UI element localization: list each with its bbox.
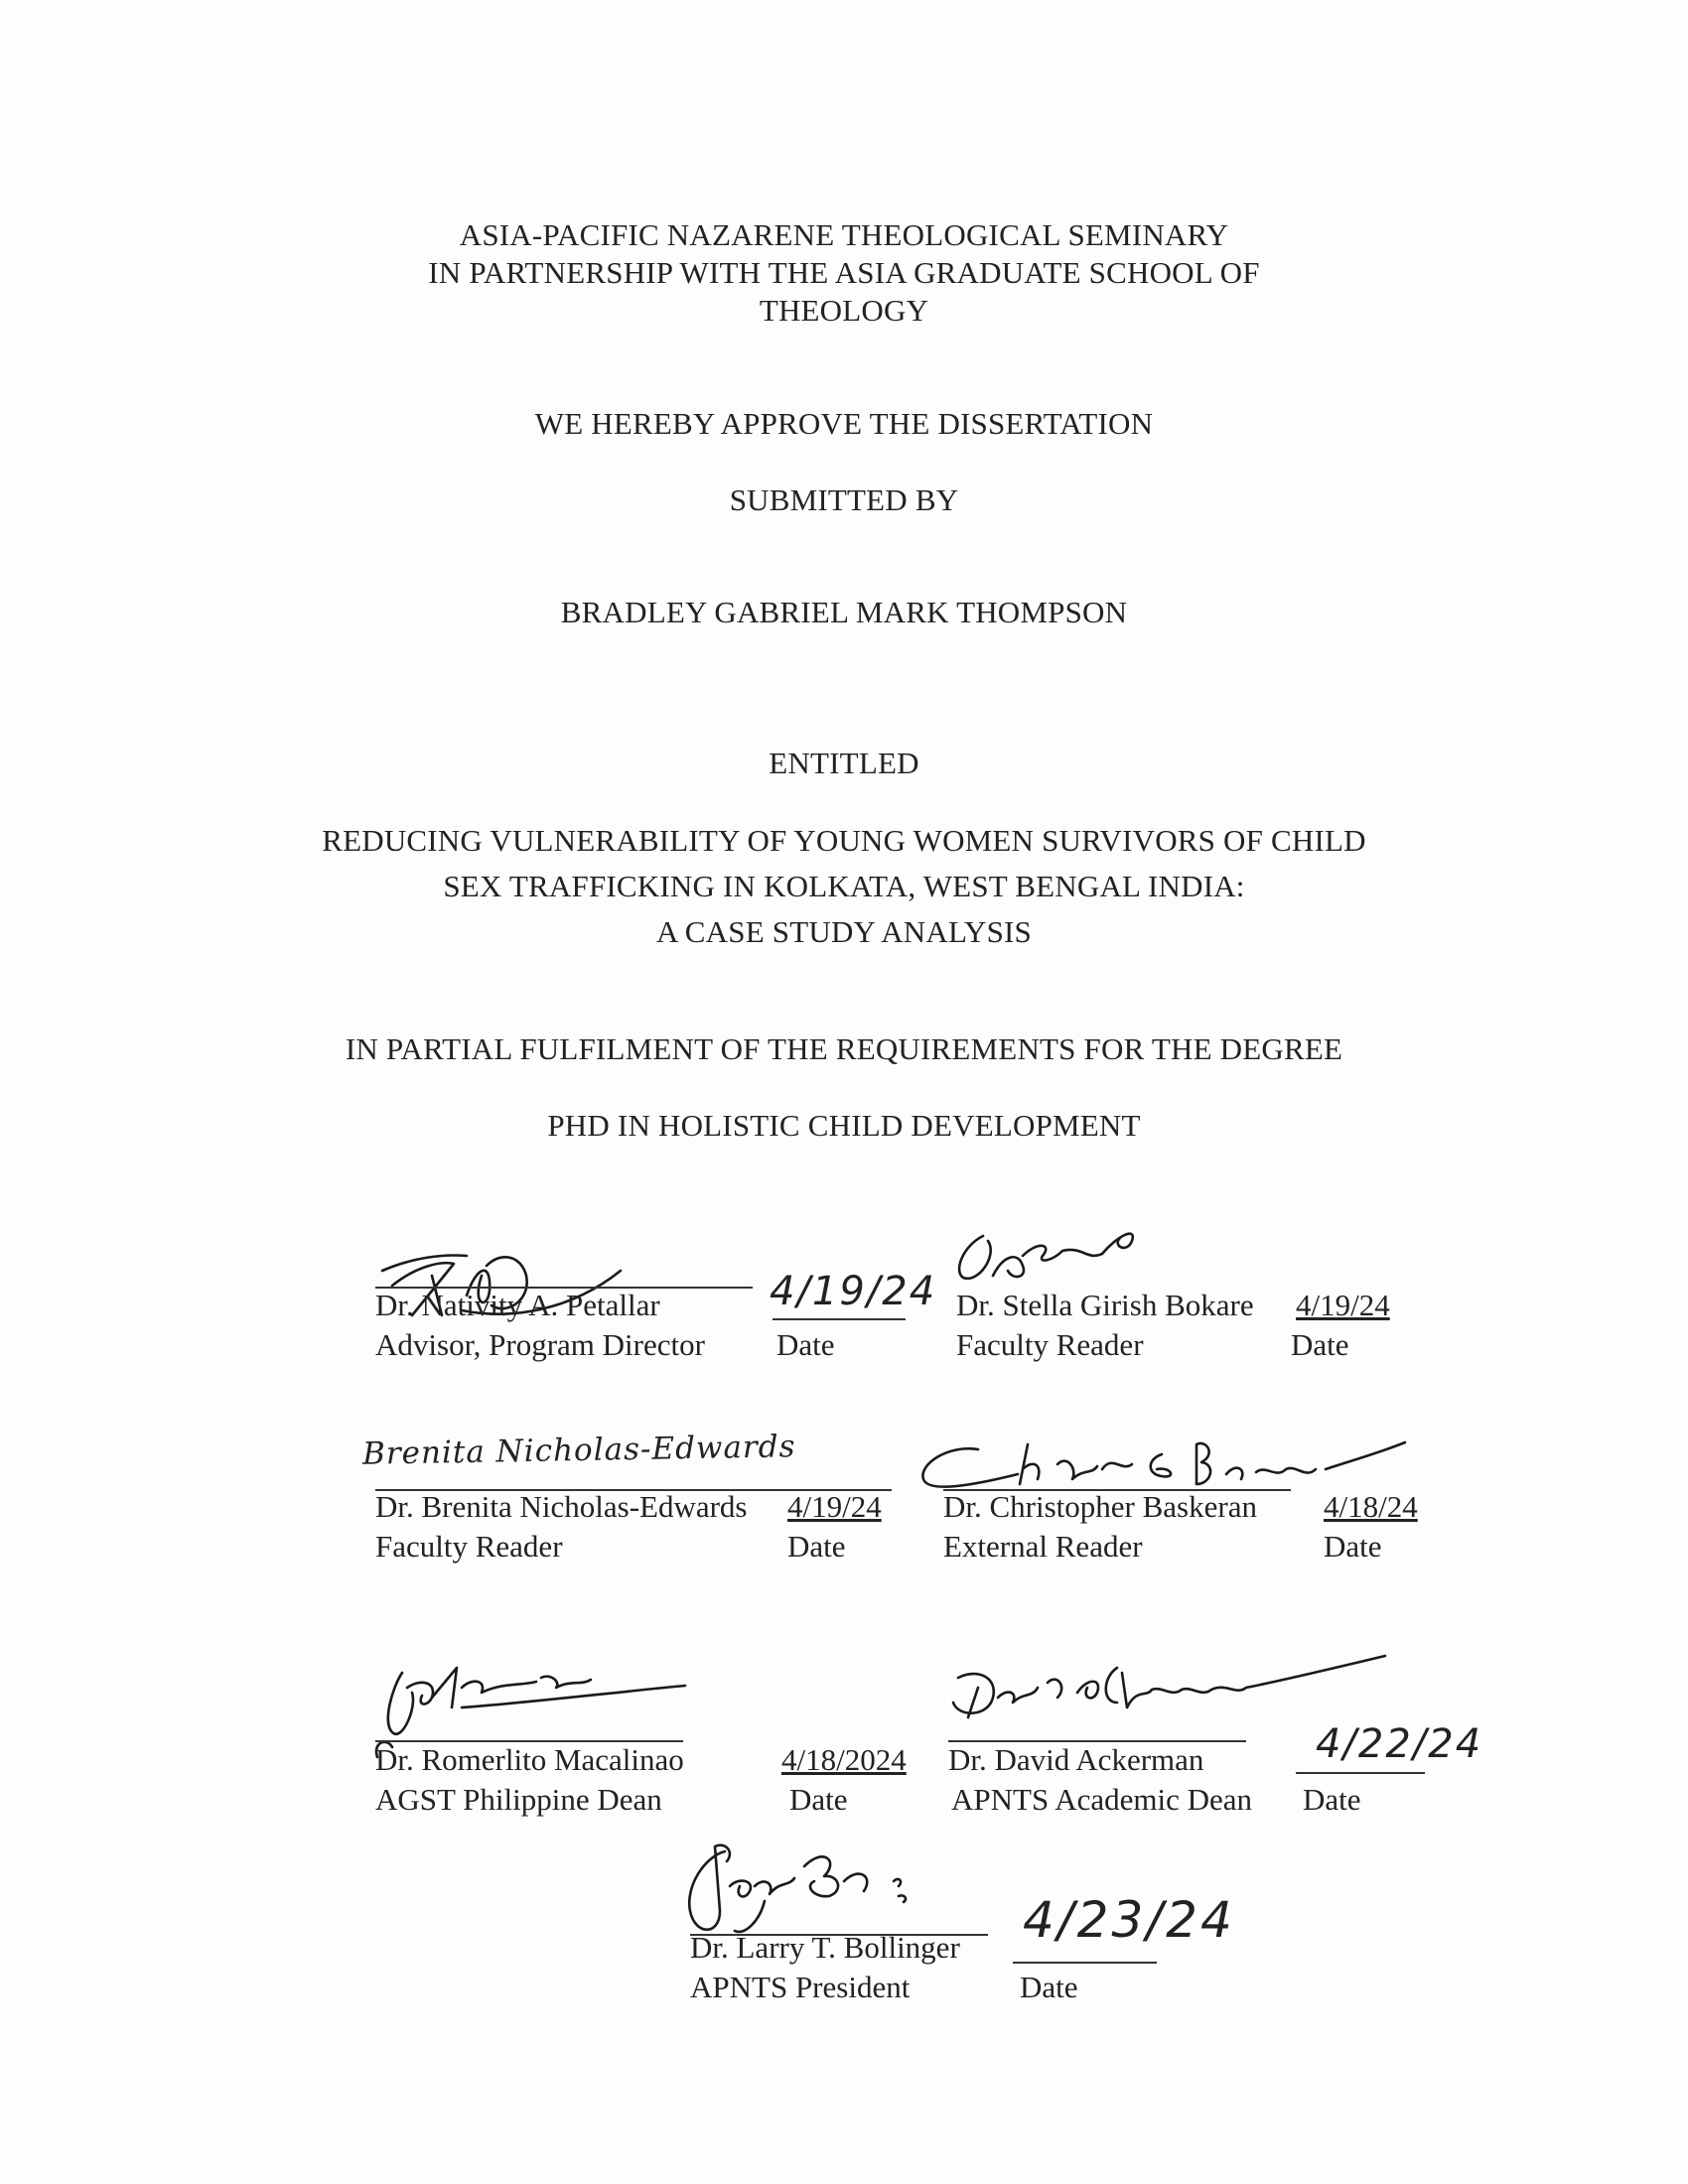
title-line-1: REDUCING VULNERABILITY OF YOUNG WOMEN SURVIVORS OF CHILD <box>322 823 1366 858</box>
signatory-role: Advisor, Program Director <box>375 1327 705 1362</box>
signatory-role: APNTS President <box>690 1970 911 2004</box>
signatory-name: Dr. Nativity A. Petallar <box>375 1288 660 1322</box>
author-name: BRADLEY GABRIEL MARK THOMPSON <box>560 595 1128 629</box>
handwritten-signature-bokare <box>943 1216 1162 1286</box>
institution-line-2: IN PARTNERSHIP WITH THE ASIA GRADUATE SCHOOL OF <box>428 255 1260 290</box>
institution-header <box>0 216 1688 330</box>
signatory-role: External Reader <box>943 1529 1143 1564</box>
signatory-role: Faculty Reader <box>375 1529 563 1564</box>
institution-line-1: ASIA-PACIFIC NAZARENE THEOLOGICAL SEMINARY <box>459 217 1229 252</box>
title-line-3: A CASE STUDY ANALYSIS <box>655 914 1033 949</box>
signatory-name: Dr. Larry T. Bollinger <box>690 1930 960 1965</box>
title-line-2: SEX TRAFFICKING IN KOLKATA, WEST BENGAL INDIA: <box>443 869 1245 903</box>
signatory-name: Dr. Romerlito Macalinao <box>375 1742 684 1777</box>
handwritten-date: 4/23/24 <box>1023 1891 1235 1949</box>
signature-date: 4/18/24 <box>1324 1489 1418 1524</box>
signatory-name: Dr. Christopher Baskeran <box>943 1489 1257 1524</box>
institution-line-3: THEOLOGY <box>759 293 929 328</box>
fulfilment-statement: IN PARTIAL FULFILMENT OF THE REQUIREMENTS FOR THE DEGREE <box>345 1031 1343 1066</box>
date-label: Date <box>1020 1970 1078 2004</box>
date-label: Date <box>787 1529 846 1564</box>
date-label: Date <box>1303 1782 1361 1817</box>
entitled-label: ENTITLED <box>769 746 919 780</box>
signature-date: 4/18/2024 <box>781 1742 907 1777</box>
signature-date: 4/19/24 <box>787 1489 882 1524</box>
date-label: Date <box>789 1782 848 1817</box>
dissertation-title <box>0 818 1688 955</box>
signatory-role: Faculty Reader <box>956 1327 1144 1362</box>
submitted-by-label: SUBMITTED BY <box>729 482 959 517</box>
approval-statement: WE HEREBY APPROVE THE DISSERTATION <box>534 406 1154 441</box>
handwritten-date: 4/22/24 <box>1316 1721 1483 1767</box>
signatory-name: Dr. Stella Girish Bokare <box>956 1288 1254 1322</box>
date-label: Date <box>776 1327 835 1362</box>
signatory-name: Dr. Brenita Nicholas-Edwards <box>375 1489 748 1524</box>
handwritten-date: 4/19/24 <box>770 1269 937 1314</box>
signatory-role: AGST Philippine Dean <box>375 1782 662 1817</box>
date-label: Date <box>1324 1529 1382 1564</box>
handwritten-signature-nicholas-edwards: Brenita Nicholas-Edwards <box>361 1429 796 1472</box>
signatory-name: Dr. David Ackerman <box>948 1742 1204 1777</box>
signature-date: 4/19/24 <box>1296 1288 1390 1322</box>
signatory-role: APNTS Academic Dean <box>951 1782 1253 1817</box>
degree-name: PHD IN HOLISTIC CHILD DEVELOPMENT <box>547 1108 1141 1143</box>
date-label: Date <box>1291 1327 1349 1362</box>
